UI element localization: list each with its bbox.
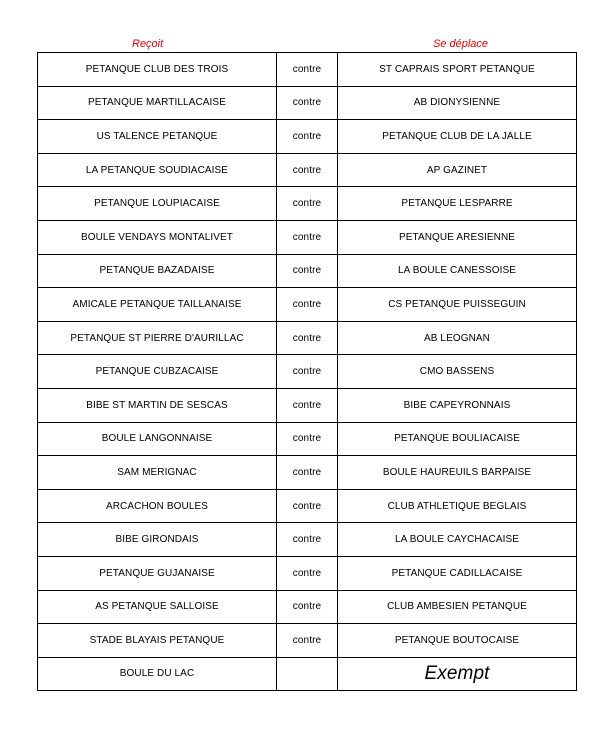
home-column-header: Reçoit bbox=[132, 38, 164, 50]
match-row bbox=[38, 556, 577, 590]
away-team-cell: CMO BASSENS bbox=[338, 355, 577, 389]
fixtures-body bbox=[38, 53, 577, 691]
match-row bbox=[38, 523, 577, 557]
match-row bbox=[38, 153, 577, 187]
versus-cell: contre bbox=[277, 388, 338, 422]
versus-cell: contre bbox=[277, 422, 338, 456]
away-team-cell: ST CAPRAIS SPORT PETANQUE bbox=[338, 53, 577, 87]
away-team-cell: CLUB AMBESIEN PETANQUE bbox=[338, 590, 577, 624]
versus-cell: contre bbox=[277, 86, 338, 120]
match-row bbox=[38, 422, 577, 456]
away-team-cell: LA BOULE CAYCHACAISE bbox=[338, 523, 577, 557]
versus-cell: contre bbox=[277, 120, 338, 154]
match-row bbox=[38, 187, 577, 221]
home-team-cell: US TALENCE PETANQUE bbox=[38, 120, 277, 154]
away-team-cell: AB LEOGNAN bbox=[338, 321, 577, 355]
away-team-cell: PETANQUE CADILLACAISE bbox=[338, 556, 577, 590]
versus-cell: contre bbox=[277, 523, 338, 557]
match-row bbox=[38, 53, 577, 87]
home-team-cell: SAM MERIGNAC bbox=[38, 456, 277, 490]
versus-cell: contre bbox=[277, 456, 338, 490]
home-team-cell: BOULE LANGONNAISE bbox=[38, 422, 277, 456]
match-row bbox=[38, 624, 577, 658]
versus-cell: contre bbox=[277, 355, 338, 389]
away-team-cell: AB DIONYSIENNE bbox=[338, 86, 577, 120]
versus-cell: contre bbox=[277, 153, 338, 187]
versus-cell: contre bbox=[277, 187, 338, 221]
versus-cell: contre bbox=[277, 288, 338, 322]
away-team-cell: PETANQUE BOUTOCAISE bbox=[338, 624, 577, 658]
versus-cell: contre bbox=[277, 53, 338, 87]
away-team-cell: PETANQUE BOULIACAISE bbox=[338, 422, 577, 456]
away-team-cell: PETANQUE CLUB DE LA JALLE bbox=[338, 120, 577, 154]
versus-cell: contre bbox=[277, 321, 338, 355]
home-team-cell: AS PETANQUE SALLOISE bbox=[38, 590, 277, 624]
home-team-cell: BIBE ST MARTIN DE SESCAS bbox=[38, 388, 277, 422]
away-team-cell: CLUB ATHLETIQUE BEGLAIS bbox=[338, 489, 577, 523]
away-column-header: Se déplace bbox=[433, 38, 489, 50]
home-team-cell: BOULE VENDAYS MONTALIVET bbox=[38, 220, 277, 254]
versus-cell: contre bbox=[277, 220, 338, 254]
home-team-cell: PETANQUE CUBZACAISE bbox=[38, 355, 277, 389]
home-team-cell: PETANQUE LOUPIACAISE bbox=[38, 187, 277, 221]
away-team-cell: PETANQUE LESPARRE bbox=[338, 187, 577, 221]
away-team-cell: BIBE CAPEYRONNAIS bbox=[338, 388, 577, 422]
home-team-cell: AMICALE PETANQUE TAILLANAISE bbox=[38, 288, 277, 322]
versus-cell: contre bbox=[277, 489, 338, 523]
home-team-cell: ARCACHON BOULES bbox=[38, 489, 277, 523]
versus-cell: contre bbox=[277, 624, 338, 658]
versus-cell: contre bbox=[277, 590, 338, 624]
match-row bbox=[38, 120, 577, 154]
home-team-cell: PETANQUE GUJANAISE bbox=[38, 556, 277, 590]
fixtures-table bbox=[37, 52, 577, 691]
home-team-cell: PETANQUE MARTILLACAISE bbox=[38, 86, 277, 120]
away-team-cell: CS PETANQUE PUISSEGUIN bbox=[338, 288, 577, 322]
match-row bbox=[38, 355, 577, 389]
away-team-cell: PETANQUE ARESIENNE bbox=[338, 220, 577, 254]
home-team-cell: BIBE GIRONDAIS bbox=[38, 523, 277, 557]
versus-cell: contre bbox=[277, 254, 338, 288]
exempt-cell: Exempt bbox=[338, 657, 577, 691]
match-row bbox=[38, 86, 577, 120]
match-row bbox=[38, 321, 577, 355]
match-row bbox=[38, 220, 577, 254]
away-team-cell: BOULE HAUREUILS BARPAISE bbox=[338, 456, 577, 490]
versus-cell: contre bbox=[277, 556, 338, 590]
home-team-cell: PETANQUE BAZADAISE bbox=[38, 254, 277, 288]
match-row bbox=[38, 288, 577, 322]
home-team-cell: LA PETANQUE SOUDIACAISE bbox=[38, 153, 277, 187]
home-team-cell: STADE BLAYAIS PETANQUE bbox=[38, 624, 277, 658]
versus-cell bbox=[277, 657, 338, 691]
away-team-cell: LA BOULE CANESSOISE bbox=[338, 254, 577, 288]
home-team-cell: PETANQUE ST PIERRE D'AURILLAC bbox=[38, 321, 277, 355]
match-row bbox=[38, 489, 577, 523]
away-team-cell: AP GAZINET bbox=[338, 153, 577, 187]
match-row bbox=[38, 456, 577, 490]
match-row bbox=[38, 254, 577, 288]
home-team-cell: PETANQUE CLUB DES TROIS bbox=[38, 53, 277, 87]
match-row bbox=[38, 388, 577, 422]
match-row bbox=[38, 590, 577, 624]
home-team-cell: BOULE DU LAC bbox=[38, 657, 277, 691]
bye-row bbox=[38, 657, 577, 691]
